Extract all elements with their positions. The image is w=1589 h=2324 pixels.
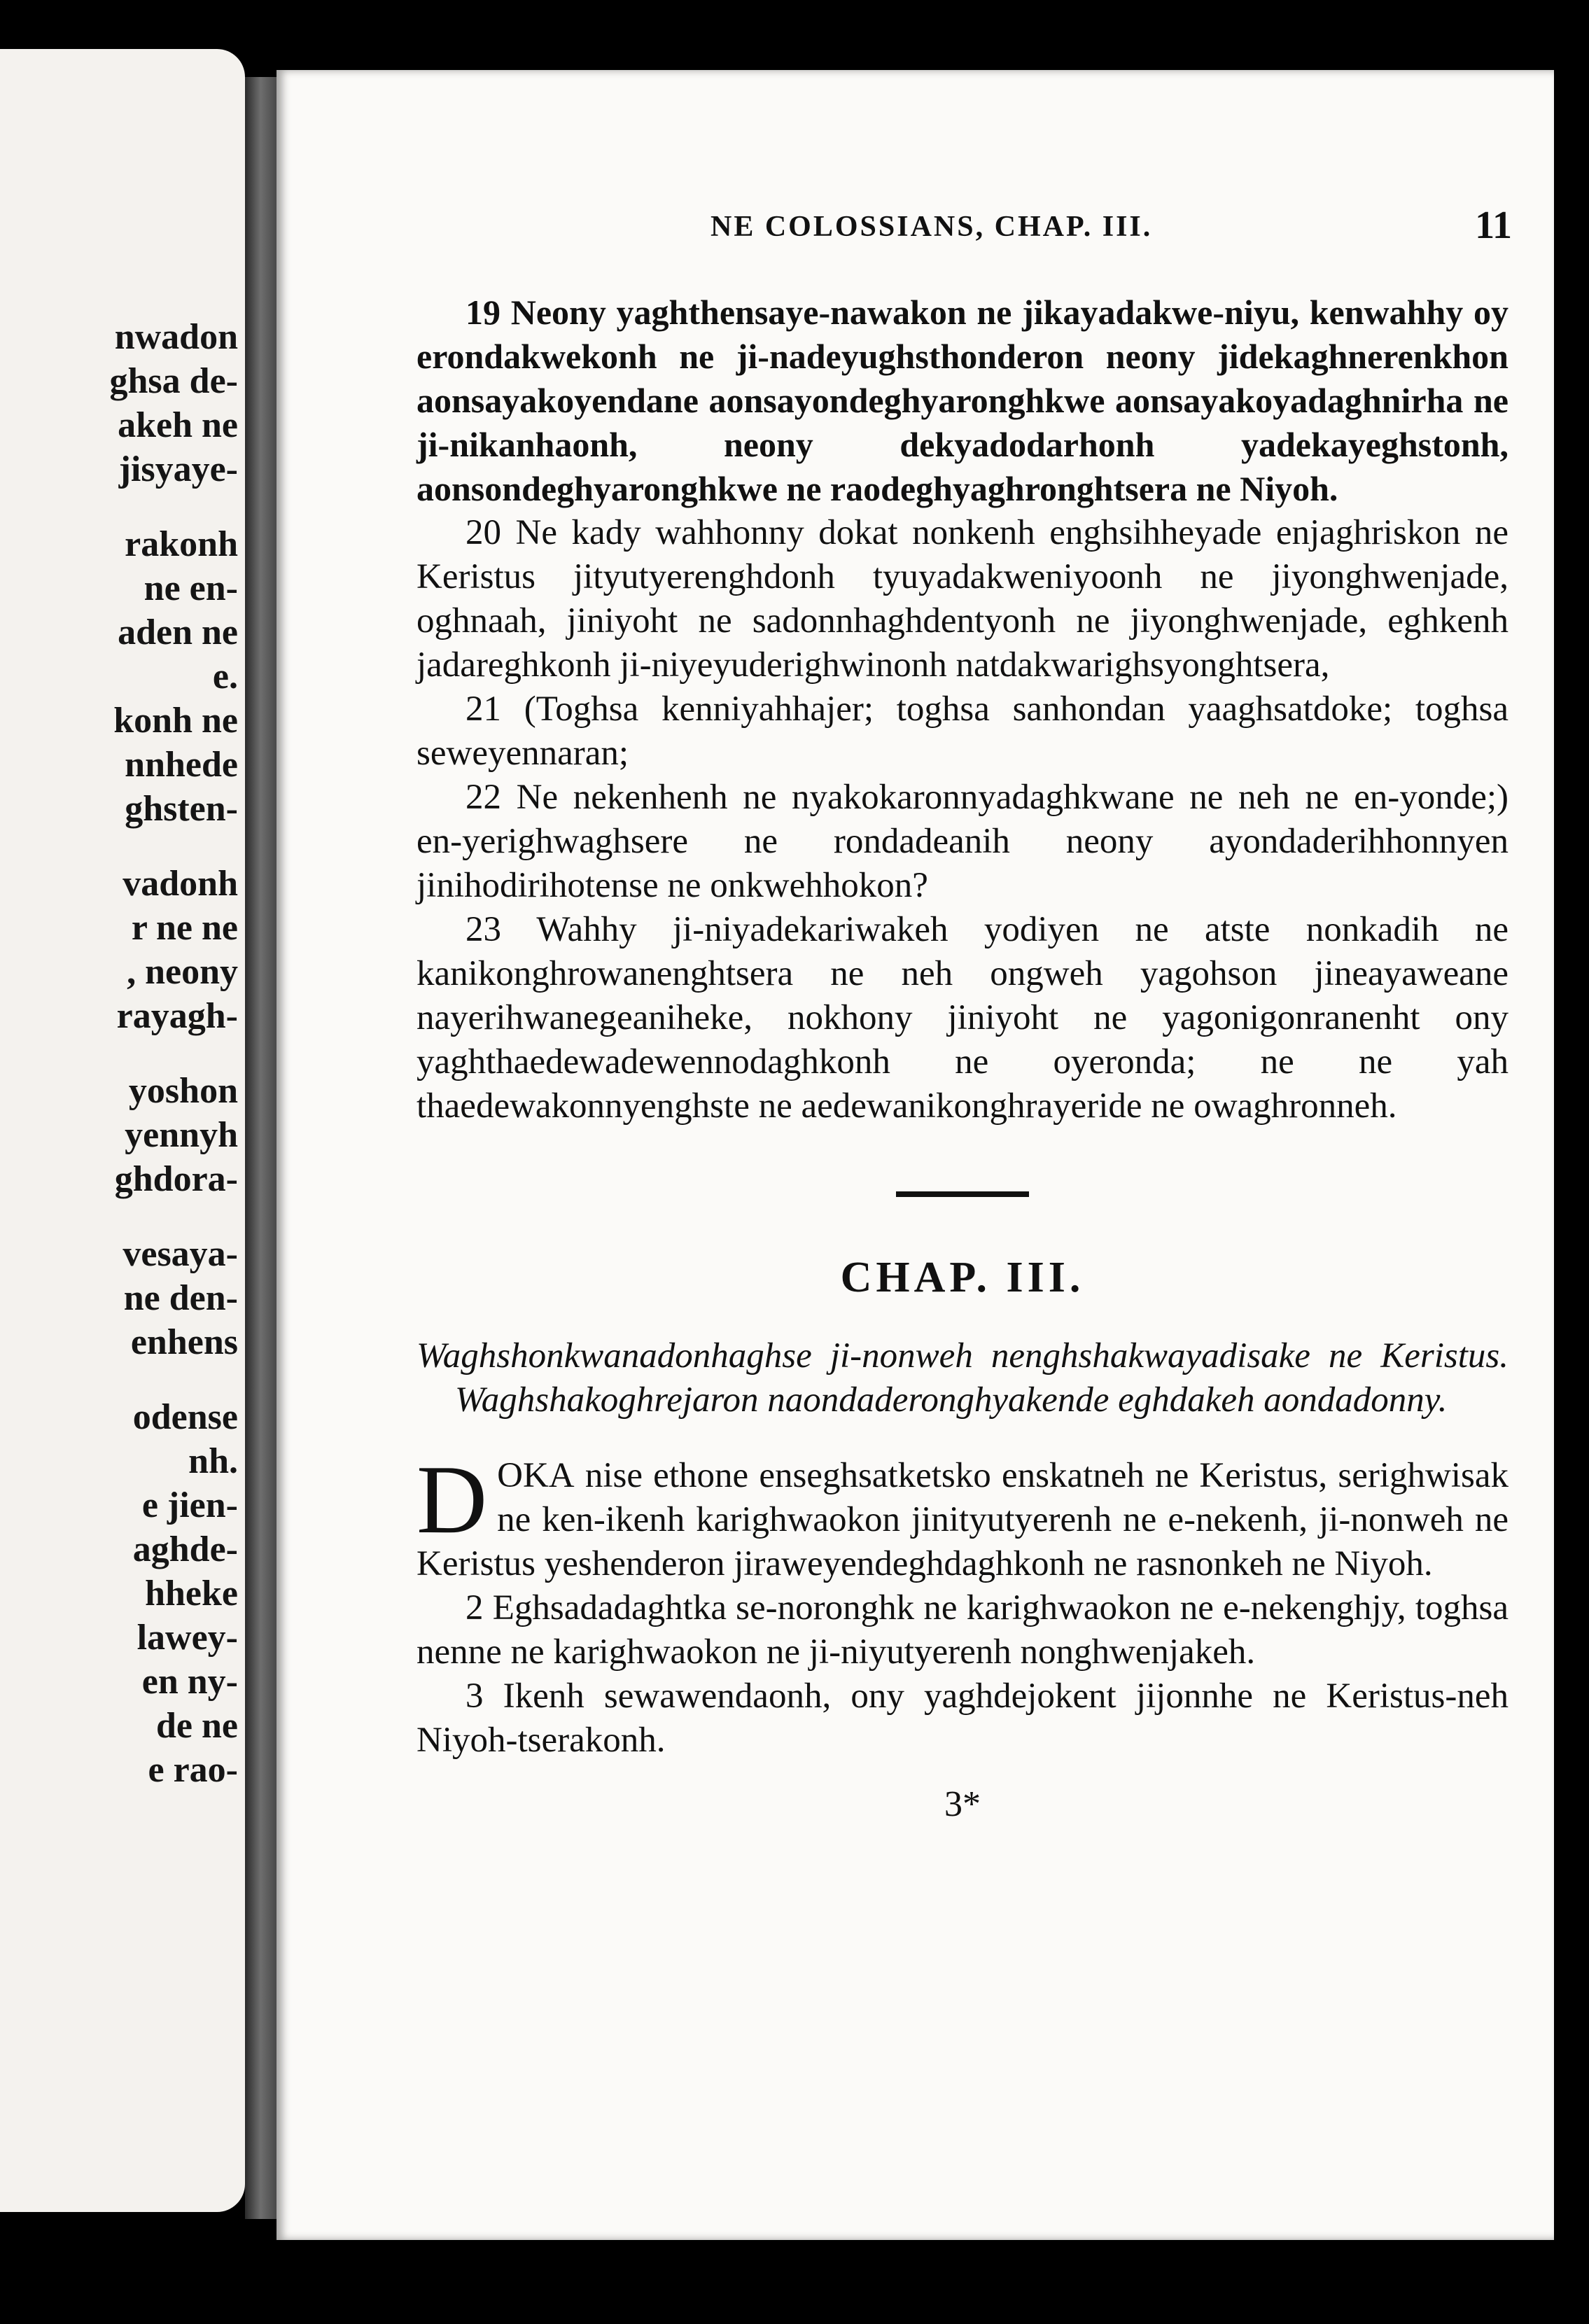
previous-page-line: nh. <box>188 1441 238 1481</box>
first-word: OKA <box>497 1456 575 1495</box>
previous-page-line: odense <box>132 1397 238 1437</box>
verse-20: 20 Ne kady wahhonny dokat nonkenh enghsihheyade enjaghriskon ne Keristus jityutyerenghdonh tyuyadakweniyoonh ne jiyonghwenjade, oghnaah, jiniyoht ne sadonnhaghdentyonh ne jiyonghwenjade, eghkenh jadareghkonh ji-niyeyuderighwinonh natdakwarighsyonghtsera, <box>416 513 1508 685</box>
previous-page-line: nwadon <box>114 317 238 357</box>
signature-mark: 3* <box>944 1784 981 1824</box>
previous-page-line: ne den- <box>123 1278 238 1318</box>
previous-page-line: ne en- <box>144 568 238 608</box>
previous-page-line: yennyh <box>125 1115 238 1155</box>
verse-23: 23 Wahhy ji-niyadekariwakeh yodiyen ne atste nonkadih ne kanikonghrowanenghtsera ne neh ongweh yagohson jineayaweane nayerihwanegeaniheke, nokhony jiniyoht ne yagonigonranenht ony yaghthaedewadewennodaghkonh ne oyeronda; ne ne yah thaedewakonnyenghste ne aedewanikonghrayeride ne owaghronneh. <box>416 910 1508 1126</box>
page-body <box>416 290 1508 1825</box>
previous-page-line: konh ne <box>113 701 238 741</box>
paragraph-gap <box>0 1364 238 1395</box>
verse-19: 19 Neony yaghthensaye-nawakon ne jikayadakwe-niyu, kenwahhy oy erondakwekonh ne ji-nadeyughsthonderon neony jidekaghnerenkhon aonsayakoyendane aonsayondeghyaronghkwe aonsayakoyadaghnirha ne ji-nikanhaonh, neony dekyadodarhonh yadekayeghstonh, aonsondeghyaronghkwe ne raodeghyaghronghtsera ne Niyoh. <box>416 293 1508 508</box>
verse-3: 3 Ikenh sewawendaonh, ony yaghdejokent jijonnhe ne Keristus-neh Niyoh-tserakonh. <box>416 1676 1508 1760</box>
previous-page-line: enhens <box>130 1322 238 1362</box>
previous-page-line: jisyaye- <box>118 449 238 489</box>
previous-page-line: e jien- <box>141 1485 238 1525</box>
previous-page-text <box>0 315 238 1792</box>
paragraph-gap <box>0 491 238 522</box>
previous-page-line: , neony <box>127 952 238 992</box>
verse-1-text: nise ethone enseghsatketsko enskatneh ne Keristus, serighwisak ne ken-ikenh karighwaokon jinityutyerenh ne e-nekenh, ji-nonweh ne Keristus yeshenderon jiraweyendeghdaghkonh ne rasnonkeh ne Niyoh. <box>416 1456 1508 1583</box>
previous-page-line: yoshon <box>128 1071 238 1111</box>
previous-page-line: nnhede <box>125 745 238 785</box>
paragraph-gap <box>0 1038 238 1069</box>
previous-page-line: de ne <box>156 1706 238 1746</box>
previous-page-line: akeh ne <box>118 405 238 445</box>
section-divider <box>896 1191 1029 1197</box>
previous-page-line: e rao- <box>148 1750 238 1790</box>
verse-22: 22 Ne nekenhenh ne nyakokaronnyadaghkwane ne neh ne en-yonde;) en-yerighwaghsere ne rondadeanih neony ayondaderihhonnyen jinihodirihotense ne onkwehhokon? <box>416 778 1508 905</box>
previous-page-line: hheke <box>145 1574 238 1614</box>
verse-1 <box>416 1446 1508 1586</box>
previous-page-line: ghsten- <box>125 789 238 829</box>
previous-page-line: aden ne <box>118 612 238 652</box>
chapter-heading: CHAP. III. <box>840 1254 1085 1301</box>
previous-page-line: rakonh <box>125 524 238 564</box>
previous-page-line: r ne ne <box>131 908 238 948</box>
verse-2: 2 Eghsadadaghtka se-noronghk ne karighwaokon ne e-nekenghjy, toghsa nenne ne karighwaokon ne ji-niyutyerenh nonghwenjakeh. <box>416 1588 1508 1672</box>
previous-page-line: vadonh <box>122 864 238 904</box>
verse-21: 21 (Toghsa kenniyahhajer; toghsa sanhondan yaaghsatdoke; toghsa seweyennaran; <box>416 690 1508 773</box>
previous-page-line: en ny- <box>141 1662 238 1702</box>
current-page <box>276 70 1554 2240</box>
paragraph-gap <box>0 1201 238 1232</box>
drop-cap: D <box>416 1446 488 1554</box>
previous-page-line: lawey- <box>136 1618 238 1658</box>
previous-page <box>0 49 245 2212</box>
previous-page-line: aghde- <box>132 1530 238 1569</box>
previous-page-line: vesaya- <box>122 1234 238 1274</box>
previous-page-line: e. <box>212 657 238 696</box>
chapter-summary: Waghshonkwanadonhaghse ji-nonweh nenghshakwayadisake ne Keristus. Waghshakoghrejaron naondaderonghyakende eghdakeh aondadonny. <box>416 1336 1508 1420</box>
paragraph-gap <box>0 831 238 862</box>
previous-page-line: rayagh- <box>116 996 238 1036</box>
previous-page-line: ghdora- <box>114 1159 238 1199</box>
running-title: NE COLOSSIANS, CHAP. III. <box>710 211 1153 243</box>
page-number: 11 <box>1475 204 1512 247</box>
previous-page-line: ghsa de- <box>109 361 238 401</box>
